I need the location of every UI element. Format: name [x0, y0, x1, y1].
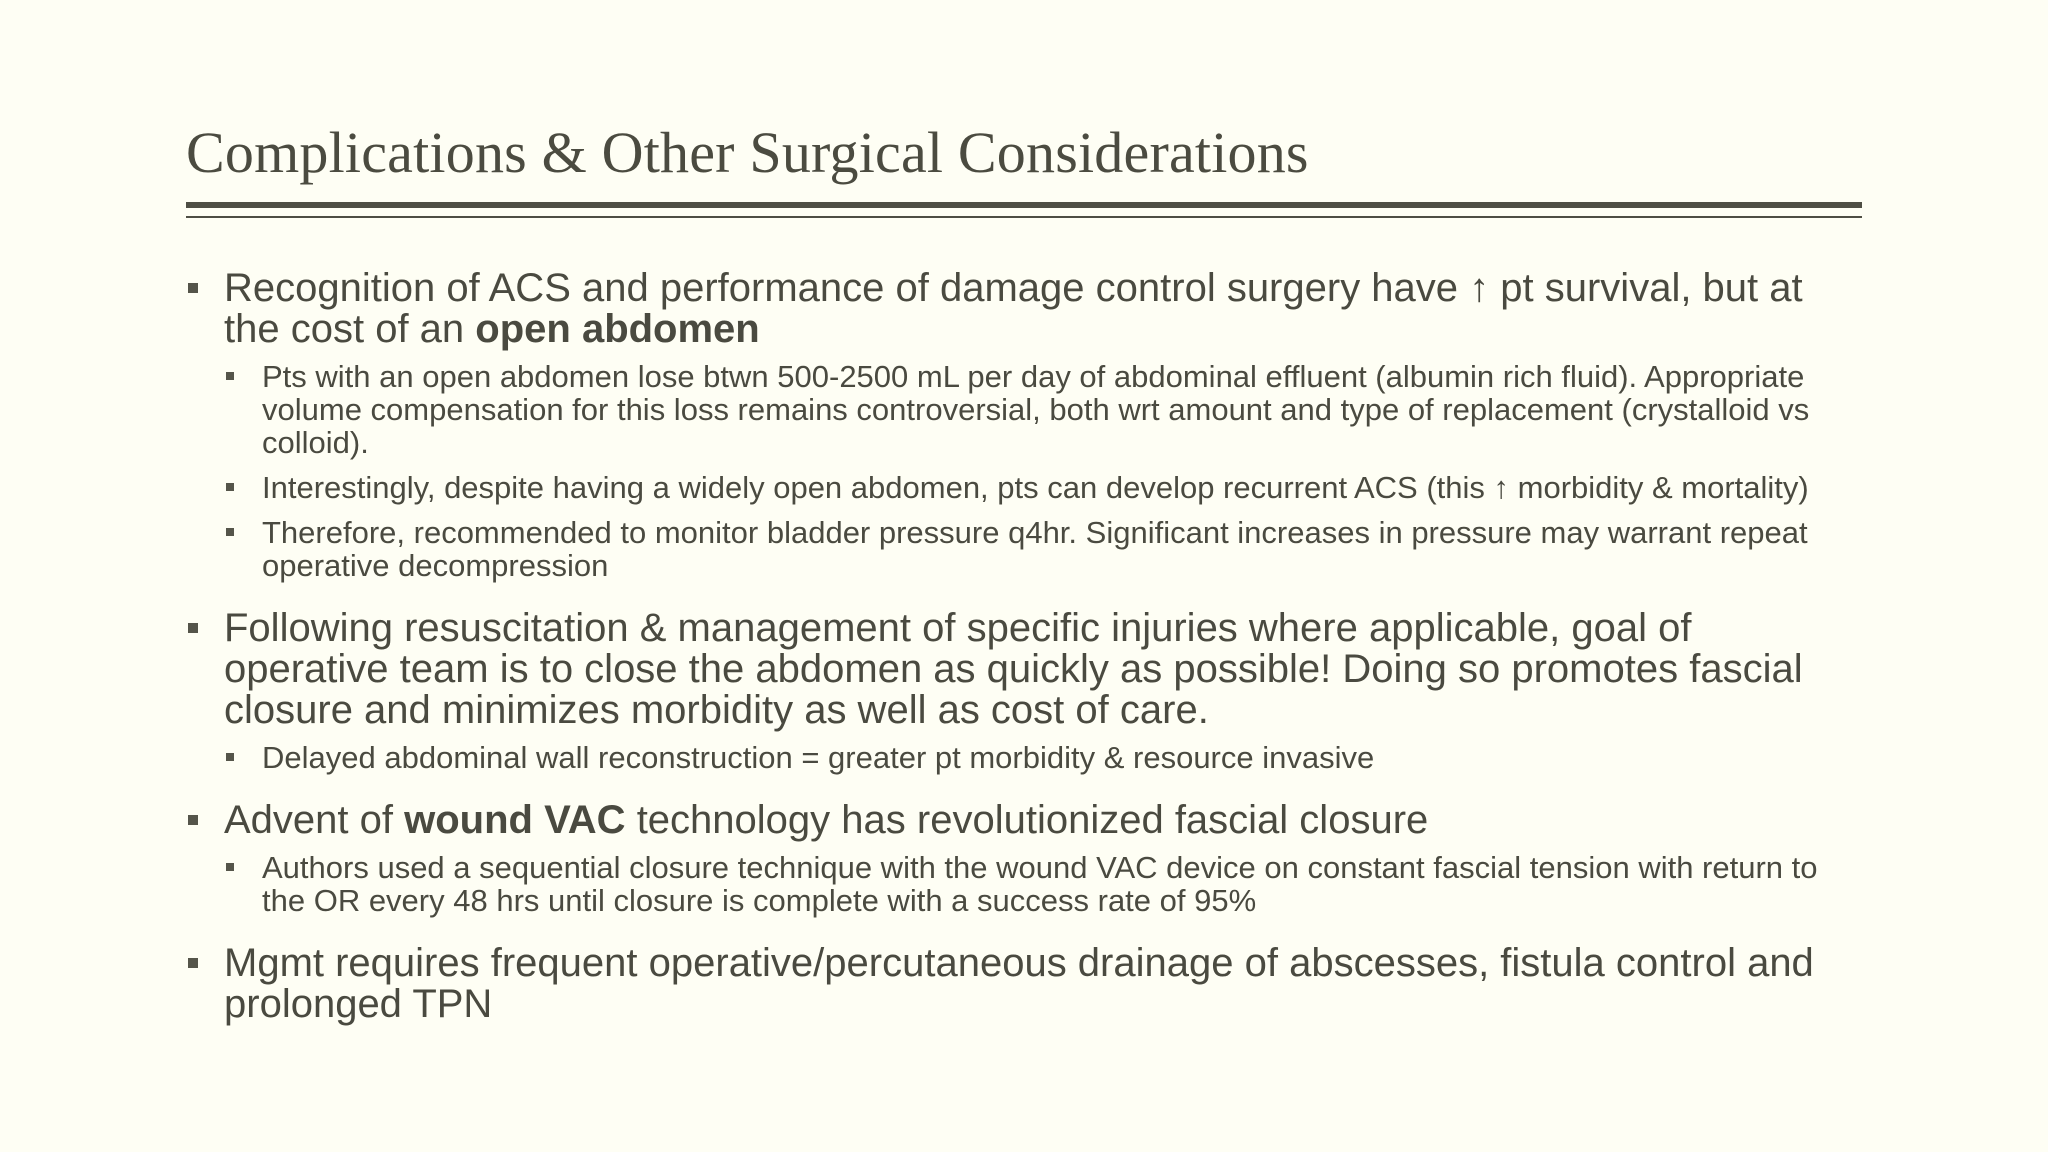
bullet-2 [186, 608, 1866, 731]
bullet-4 [186, 943, 1866, 1025]
sub-bullet-marker-icon [226, 483, 234, 491]
title-rule-thick [186, 202, 1862, 208]
sub-bullet-text: Therefore, recommended to monitor bladder pressure q4hr. Significant increases in pressure may warrant repeat operative decompression [262, 515, 1808, 583]
bullet-2-text: Following resuscitation & management of specific injuries where applicable, goal of operative team is to close the abdomen as quickly as possible! Doing so promotes fascial closure and minimizes morbidity as well as cost of care. [224, 606, 1803, 732]
bullet-1-bold: open abdomen [475, 307, 760, 351]
sub-bullet-1-3 [224, 516, 1866, 582]
title-rule-thin [186, 216, 1862, 218]
bullet-group-1 [186, 268, 1866, 582]
sub-bullet-text: Interestingly, despite having a widely open abdomen, pts can develop recurrent ACS (this ↑ morbidity & mortality) [262, 470, 1809, 505]
bullet-3 [186, 800, 1866, 841]
sub-bullet-text: Delayed abdominal wall reconstruction = greater pt morbidity & resource invasive [262, 740, 1375, 775]
sub-bullet-marker-icon [226, 753, 234, 761]
bullet-marker-icon [188, 283, 198, 293]
bullet-1 [186, 268, 1866, 350]
sub-bullet-3-1 [224, 851, 1866, 917]
sub-bullet-marker-icon [226, 863, 234, 871]
bullet-group-2 [186, 608, 1866, 774]
sub-bullet-1-2 [224, 471, 1866, 504]
slide-content [186, 268, 1866, 1025]
bullet-marker-icon [188, 623, 198, 633]
bullet-3-text-a: Advent of [224, 798, 405, 842]
bullet-group-3 [186, 800, 1866, 917]
sub-bullet-text: Authors used a sequential closure technique with the wound VAC device on constant fascial tension with return to the OR every 48 hrs until closure is complete with a success rate of 95% [262, 850, 1818, 918]
sub-bullet-marker-icon [226, 528, 234, 536]
bullet-marker-icon [188, 815, 198, 825]
bullet-marker-icon [188, 958, 198, 968]
bullet-3-sublist [186, 851, 1866, 917]
sub-bullet-marker-icon [226, 372, 234, 380]
bullet-1-text: Recognition of ACS and performance of damage control surgery have ↑ pt survival, but at the cost of an [224, 266, 1803, 351]
sub-bullet-2-1 [224, 741, 1866, 774]
slide-title: Complications & Other Surgical Considerations [186, 120, 1309, 185]
bullet-1-sublist [186, 360, 1866, 582]
bullet-2-sublist [186, 741, 1866, 774]
sub-bullet-text: Pts with an open abdomen lose btwn 500-2500 mL per day of abdominal effluent (albumin rich fluid). Appropriate volume compensation for this loss remains controversial, both wrt amount and type of replacement (crystalloid vs colloid). [262, 359, 1810, 460]
bullet-3-text-b: technology has revolutionized fascial closure [625, 798, 1429, 842]
bullet-4-text: Mgmt requires frequent operative/percutaneous drainage of abscesses, fistula control and prolonged TPN [224, 941, 1814, 1026]
bullet-group-4 [186, 943, 1866, 1025]
sub-bullet-1-1 [224, 360, 1866, 459]
bullet-3-bold: wound VAC [404, 798, 626, 842]
